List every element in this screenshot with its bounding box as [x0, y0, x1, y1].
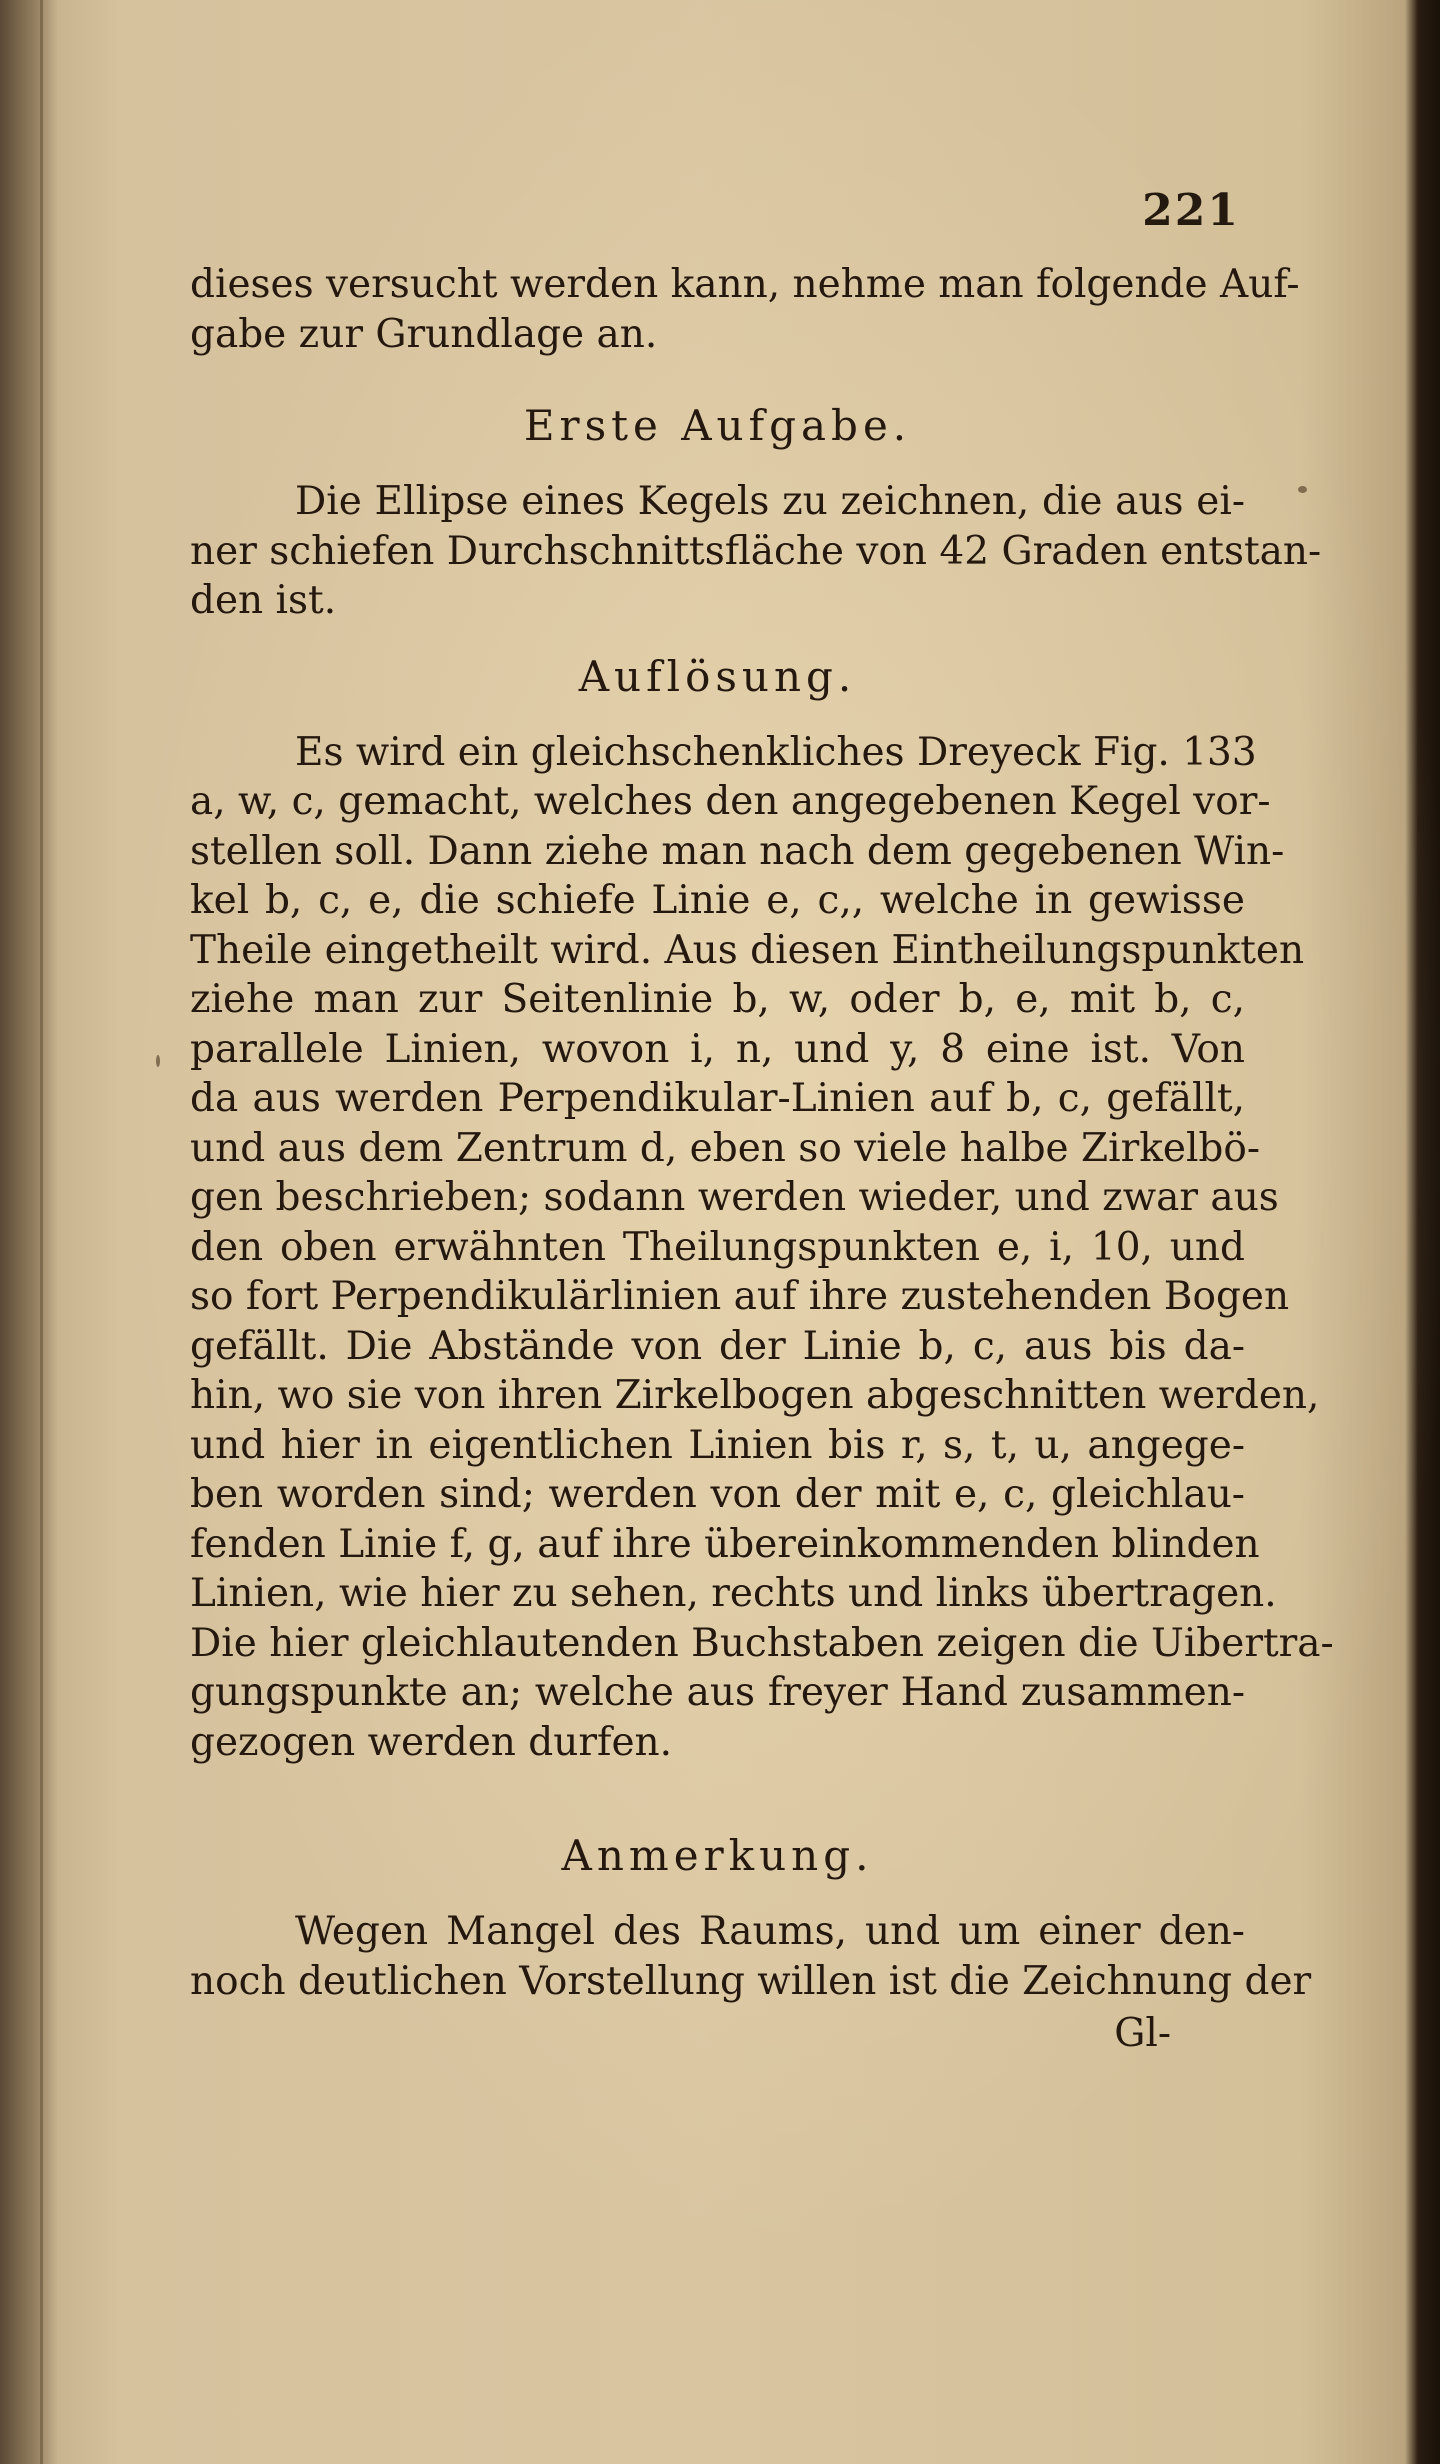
text-line: kel b, c, e, die schiefe Linie e, c,, welche in gewisse — [190, 878, 1245, 923]
book-spine-shadow — [0, 0, 58, 2464]
text-line: Wegen Mangel des Raums, und um einer den- — [295, 1909, 1245, 1954]
catchword: Gl- — [1114, 2011, 1171, 2056]
text-line: ben worden sind; werden von der mit e, c, gleichlau- — [190, 1472, 1245, 1517]
text-line: gungspunkte an; welche aus freyer Hand zusammen- — [190, 1670, 1245, 1715]
text-line: Die hier gleichlautenden Buchstaben zeigen die Uibertra- — [190, 1620, 1334, 1666]
text-line: noch deutlichen Vorstellung willen ist die Zeichnung der — [190, 1958, 1312, 2004]
section-heading-aufloesung: Auflösung. — [578, 651, 857, 701]
text-line: hin, wo sie von ihren Zirkelbogen abgeschnitten werden, — [190, 1373, 1320, 1418]
text-line: gen beschrieben; sodann werden wieder, und zwar aus — [190, 1175, 1279, 1220]
text-line: gabe zur Grundlage an. — [190, 311, 658, 357]
text-line: den ist. — [190, 578, 337, 623]
text-line: ziehe man zur Seitenlinie b, w, oder b, e, mit b, c, — [190, 977, 1245, 1022]
page-edge — [40, 0, 43, 2464]
spacer — [190, 359, 1245, 375]
section-heading-anmerkung: Anmerkung. — [561, 1831, 874, 1880]
text-line: gezogen werden durfen. — [190, 1719, 673, 1765]
text-line: und aus dem Zentrum d, eben so viele halbe Zirkelbö- — [190, 1125, 1261, 1171]
ink-speck — [1298, 486, 1307, 493]
text-line: und hier in eigentlichen Linien bis r, s, t, u, angege- — [190, 1422, 1245, 1468]
ink-speck — [156, 1055, 160, 1067]
page-number: 221 — [1142, 185, 1240, 236]
page-body — [190, 170, 1334, 2061]
text-line: gefällt. Die Abstände von der Linie b, c, aus bis da- — [190, 1323, 1245, 1369]
text-line: da aus werden Perpendikular-Linien auf b, c, gefällt, — [190, 1076, 1245, 1121]
text-line: stellen soll. Dann ziehe man nach dem gegebenen Win- — [190, 828, 1285, 874]
text-line: a, w, c, gemacht, welches den angegebenen Kegel vor- — [190, 779, 1271, 824]
text-line: dieses versucht werden kann, nehme man folgende Auf- — [190, 262, 1300, 307]
section-heading-erste-aufgabe: Erste Aufgabe. — [523, 401, 912, 450]
text-line: Die Ellipse eines Kegels zu zeichnen, die aus ei- — [295, 479, 1245, 524]
text-line: ner schiefen Durchschnittsfläche von 42 Graden entstan- — [190, 528, 1322, 574]
text-line: fenden Linie f, g, auf ihre übereinkommenden blinden — [190, 1521, 1260, 1567]
text-line: so fort Perpendikulärlinien auf ihre zustehenden Bogen — [190, 1274, 1290, 1319]
text-line: Theile eingetheilt wird. Aus diesen Eintheilungspunkten — [190, 927, 1305, 973]
text-line: Es wird ein gleichschenkliches Dreyeck Fig. 133 — [295, 729, 1257, 775]
spacer — [190, 1767, 1245, 1805]
text-line: den oben erwähnten Theilungspunkten e, i, 10, und — [190, 1224, 1245, 1270]
text-line: parallele Linien, wovon i, n, und y, 8 eine ist. Von — [190, 1026, 1245, 1072]
text-line: Linien, wie hier zu sehen, rechts und links übertragen. — [190, 1571, 1277, 1616]
